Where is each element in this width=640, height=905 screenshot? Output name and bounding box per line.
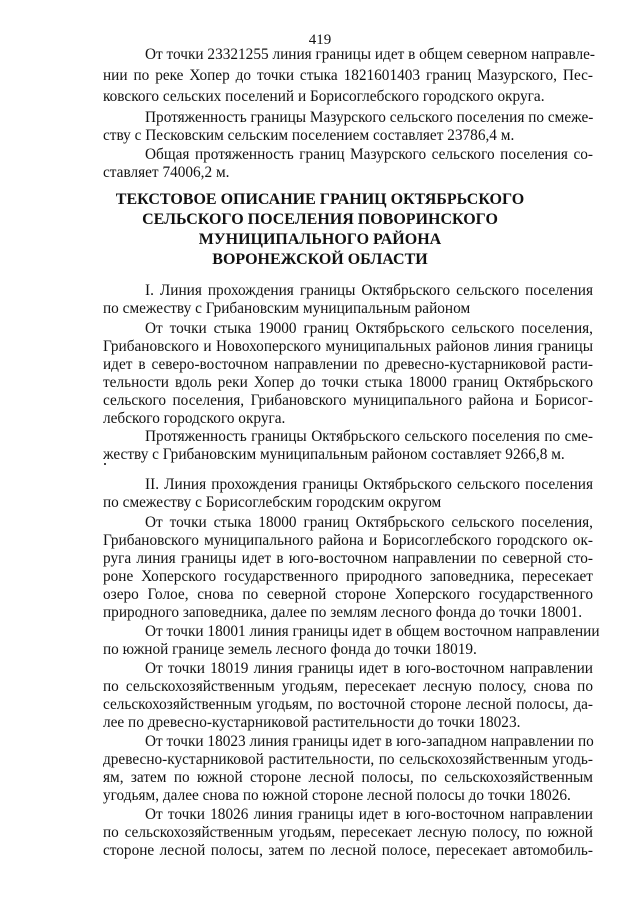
text-line: Общая протяженность границ Мазурского сельского поселения со- bbox=[145, 146, 593, 163]
text-line: ству с Песковским сельским поселением составляет 23786,4 м. bbox=[103, 127, 515, 144]
text-line: ставляет 74006,2 м. bbox=[103, 164, 230, 181]
text-line: От точки стыка 18000 границ Октябрьского сельского поселения, bbox=[145, 514, 593, 531]
subsection-title: по смежеству с Борисоглебским городским округом bbox=[103, 494, 442, 511]
text-line: сельского поселения, Грибановского муниципального района и Борисог- bbox=[103, 392, 593, 409]
text-line: От точки 18023 линия границы идет в юго-западном направлении по bbox=[145, 733, 594, 750]
text-line: От точки 18019 линия границы идет в юго-восточном направлении bbox=[145, 660, 593, 677]
text-line: От точки стыка 19000 границ Октябрьского сельского поселения, bbox=[145, 320, 593, 337]
text-line: стороне лесной полосы, затем по лесной полосе, пересекает автомобиль- bbox=[103, 842, 593, 859]
text-line: угодьям, далее снова по южной стороне лесной полосы до точки 18026. bbox=[103, 787, 571, 804]
text-line: лебского городского округа. bbox=[103, 410, 286, 427]
text-line: озеро Голое, снова по северной стороне Хоперского государственного bbox=[103, 586, 593, 603]
section-heading: ВОРОНЕЖСКОЙ ОБЛАСТИ bbox=[212, 251, 428, 268]
text-line: сельскохозяйственным угодьям, по восточной стороне лесной полосы, да- bbox=[103, 696, 593, 713]
text-line: по сельскохозяйственным угодьям, пересекает лесную полосу, снова по bbox=[103, 678, 593, 695]
text-line: ям, затем по южной стороне лесной полосы, по сельскохозяйственным bbox=[103, 769, 593, 786]
text-line: лее по древесно-кустарниковой растительности до точки 18023. bbox=[103, 714, 521, 731]
subsection-title: по смежеству с Грибановским муниципальным районом bbox=[103, 300, 471, 317]
section-heading: МУНИЦИПАЛЬНОГО РАЙОНА bbox=[198, 231, 442, 248]
section-heading: СЕЛЬСКОГО ПОСЕЛЕНИЯ ПОВОРИНСКОГО bbox=[142, 211, 498, 228]
page-number: 419 bbox=[308, 32, 332, 48]
text-line: От точки 23321255 линия границы идет в общем северном направле- bbox=[145, 46, 596, 63]
text-line: ковского сельских поселений и Борисоглебского городского округа. bbox=[103, 88, 545, 105]
text-line: От точки 18026 линия границы идет в юго-восточном направлении bbox=[145, 806, 593, 823]
text-line: Грибановского и Новохоперского муниципальных районов линия границы bbox=[103, 338, 593, 355]
section-heading: ТЕКСТОВОЕ ОПИСАНИЕ ГРАНИЦ ОКТЯБРЬСКОГО bbox=[115, 191, 525, 208]
scan-speck bbox=[104, 463, 106, 465]
text-line: Протяженность границы Мазурского сельского поселения по смеже- bbox=[145, 109, 594, 126]
text-line: От точки 18001 линия границы идет в общем восточном направлении bbox=[145, 623, 600, 640]
text-line: Грибановского муниципального района и Борисоглебского городского ок- bbox=[103, 532, 593, 549]
text-line: по сельскохозяйственным угодьям, пересекает лесную полосу, по южной bbox=[103, 824, 593, 841]
text-line: Протяженность границы Октябрьского сельского поселения по сме- bbox=[145, 428, 593, 445]
text-line: природного заповедника, далее по землям лесного фонда до точки 18001. bbox=[103, 604, 583, 621]
subsection-title: II. Линия прохождения границы Октябрьского сельского поселения bbox=[145, 476, 593, 493]
text-line: руга линия границы идет в юго-восточном направлении по северной сто- bbox=[103, 550, 593, 567]
text-line: нии по реке Хопер до точки стыка 1821601403 границ Мазурского, Пес- bbox=[103, 67, 593, 84]
text-line: тельности вдоль реки Хопер до точки стыка 18000 границ Октябрьского bbox=[103, 374, 593, 391]
subsection-title: I. Линия прохождения границы Октябрьского сельского поселения bbox=[145, 282, 593, 299]
text-line: жеству с Грибановским муниципальным районом составляет 9266,8 м. bbox=[103, 446, 565, 463]
text-line: идет в северо-восточном направлении по древесно-кустарниковой расти- bbox=[103, 356, 593, 373]
text-line: роне Хоперского государственного природного заповедника, пересекает bbox=[103, 568, 593, 585]
text-line: по южной границе земель лесного фонда до точки 18019. bbox=[103, 641, 477, 658]
text-line: древесно-кустарниковой растительности, по сельскохозяйственным угодь- bbox=[103, 751, 593, 768]
